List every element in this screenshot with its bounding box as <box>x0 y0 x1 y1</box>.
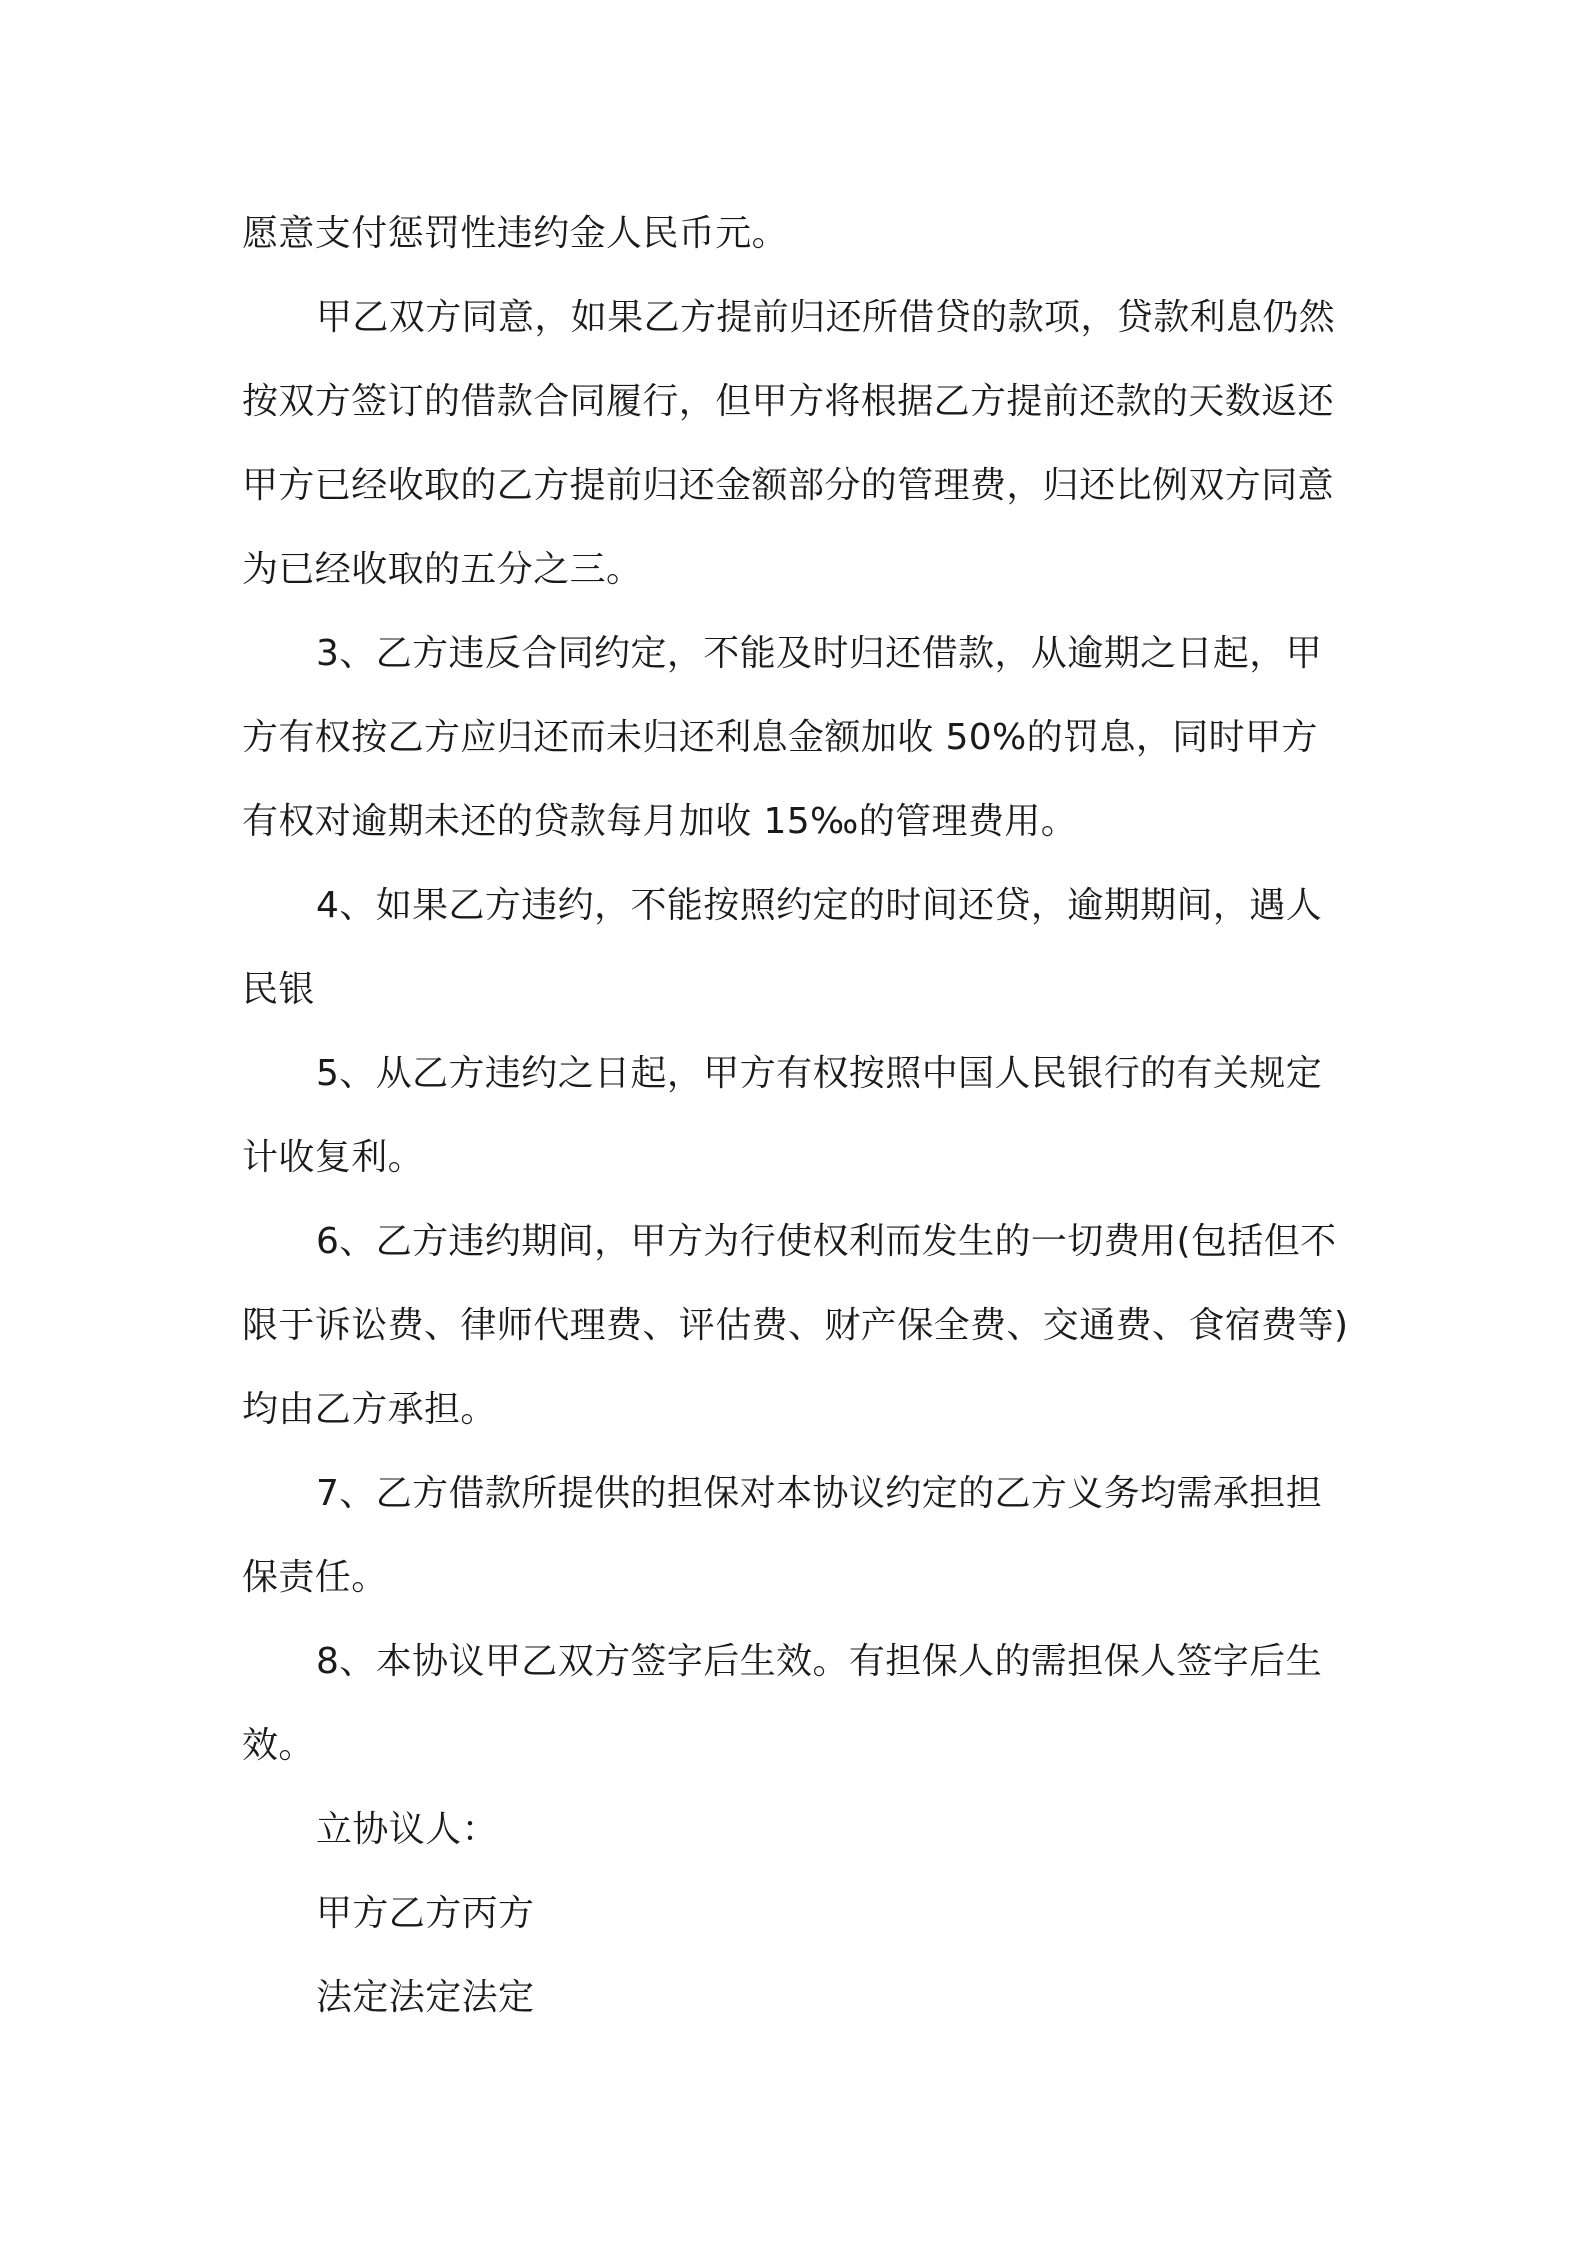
text-line: 民银 <box>242 969 315 1010</box>
text-line: 甲方已经收取的乙方提前归还金额部分的管理费，归还比例双方同意 <box>242 465 1335 506</box>
text-line: 7、乙方借款所提供的担保对本协议约定的乙方义务均需承担担 <box>316 1473 1323 1514</box>
text-line: 8、本协议甲乙双方签字后生效。有担保人的需担保人签字后生 <box>316 1641 1323 1682</box>
text-line: 3、乙方违反合同约定，不能及时归还借款，从逾期之日起，甲 <box>316 633 1323 674</box>
text-line: 计收复利。 <box>242 1137 425 1178</box>
text-line: 有权对逾期未还的贷款每月加收 15‰的管理费用。 <box>242 801 1078 842</box>
text-line: 按双方签订的借款合同履行，但甲方将根据乙方提前还款的天数返还 <box>242 381 1335 422</box>
parties-line: 甲方乙方丙方 <box>316 1893 535 1934</box>
text-line: 6、乙方违约期间，甲方为行使权利而发生的一切费用(包括但不 <box>316 1221 1337 1262</box>
text-line: 5、从乙方违约之日起，甲方有权按照中国人民银行的有关规定 <box>316 1053 1323 1094</box>
text-line: 愿意支付惩罚性违约金人民币元。 <box>242 213 789 254</box>
signatory-label: 立协议人： <box>316 1809 499 1850</box>
text-line: 效。 <box>242 1725 315 1766</box>
text-line: 甲乙双方同意，如果乙方提前归还所借贷的款项，贷款利息仍然 <box>316 297 1336 338</box>
text-line: 限于诉讼费、律师代理费、评估费、财产保全费、交通费、食宿费等) <box>242 1305 1349 1346</box>
text-line: 4、如果乙方违约，不能按照约定的时间还贷，逾期期间，遇人 <box>316 885 1323 926</box>
text-line: 均由乙方承担。 <box>242 1389 497 1430</box>
legal-rep-line: 法定法定法定 <box>316 1977 535 2018</box>
text-line: 保责任。 <box>242 1557 388 1598</box>
text-line: 为已经收取的五分之三。 <box>242 549 643 590</box>
document-body <box>242 192 1352 2040</box>
text-line: 方有权按乙方应归还而未归还利息金额加收 50%的罚息，同时甲方 <box>242 717 1318 758</box>
